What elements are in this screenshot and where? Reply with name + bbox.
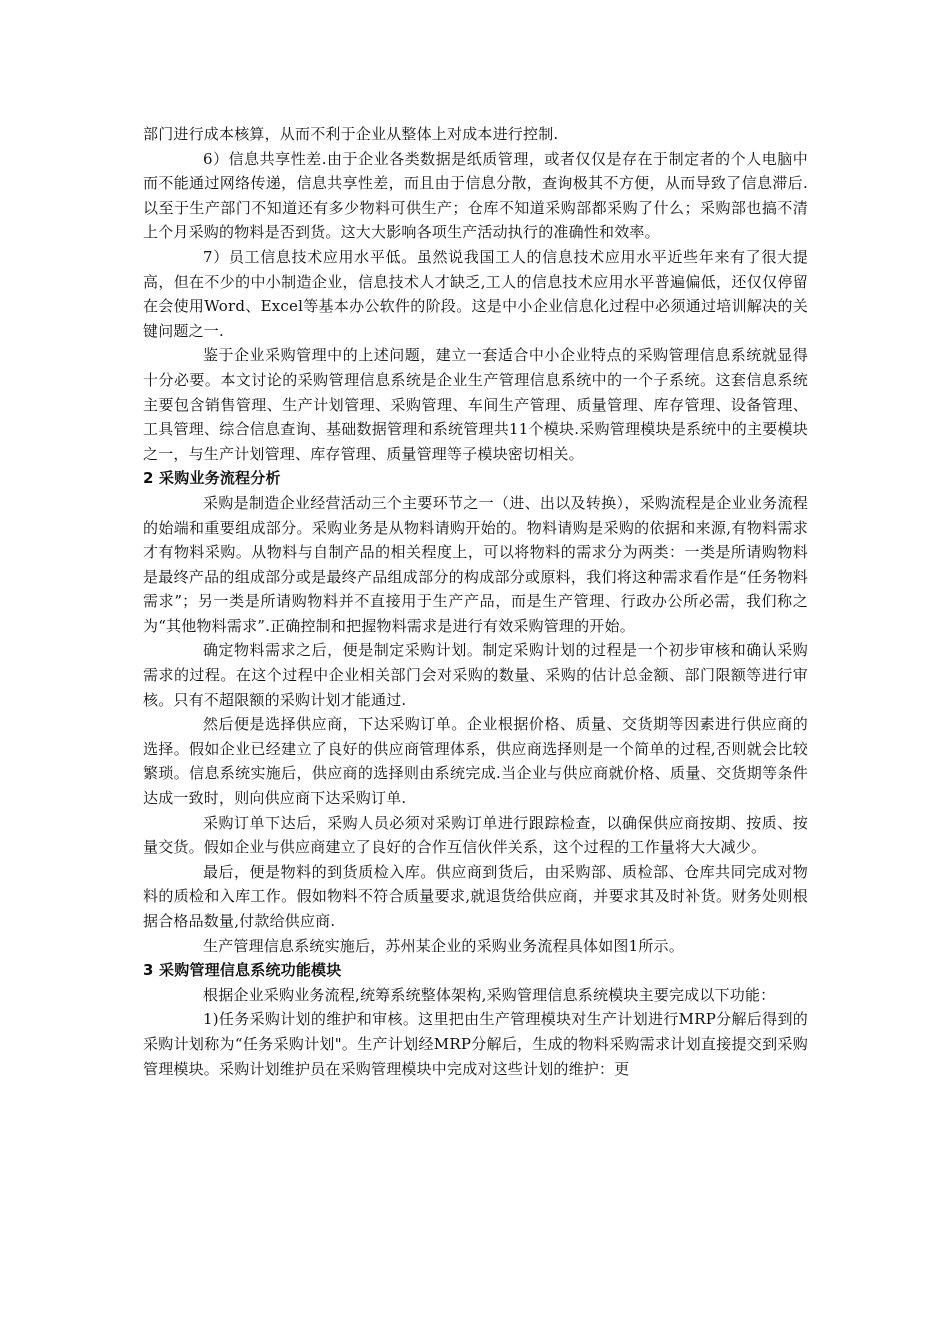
paragraph-system-intro: 鉴于企业采购管理中的上述问题，建立一套适合中小企业特点的采购管理信息系统就显得十分必要。本文讨论的采购管理信息系统是企业生产管理信息系统中的一个子系统。这套信息系统主要包含销售管理、生产计划管理、采购管理、车间生产管理、质量管理、库存管理、设备管理、工具管理、综合信息查询、基础数据管理和系统管理共11个模块.采购管理模块是系统中的主要模块之一，与生产计划管理、库存管理、质量管理等子模块密切相关。 [143, 346, 808, 463]
paragraph-info-sharing: 6）信息共享性差.由于企业各类数据是纸质管理，或者仅仅是存在于制定者的个人电脑中而不能通过网络传递，信息共享性差，而且由于信息分散，查询极其不方便，从而导致了信息滞后.以至于生产部门不知道还有多少物料可供生产；仓库不知道采购部都采购了什么；采购部也搞不清上个月采购的物料是否到货。这大大影响各项生产活动执行的准确性和效率。 [143, 149, 808, 242]
paragraph-cost-accounting: 部门进行成本核算，从而不利于企业从整体上对成本进行控制. [143, 125, 559, 143]
section-heading-2: 2 采购业务流程分析 [143, 469, 281, 488]
paragraph-supplier-selection: 然后便是选择供应商，下达采购订单。企业根据价格、质量、交货期等因素进行供应商的选择。假如企业已经建立了良好的供应商管理体系，供应商选择则是一个简单的过程,否则就会比较繁琐。信息系统实施后，供应商的选择则由系统完成.当企业与供应商就价格、质量、交货期等条件达成一致时，则向供应商下达采购订单. [143, 715, 808, 808]
paragraph-it-skills: 7）员工信息技术应用水平低。虽然说我国工人的信息技术应用水平近些年来有了很大提高，但在不少的中小制造企业，信息技术人才缺乏,工人的信息技术应用水平普遍偏低，还仅仅停留在会使用Word、Excel等基本办公软件的阶段。这是中小企业信息化过程中必须通过培训解决的关键问题之一. [143, 247, 808, 340]
section-heading-3: 3 采购管理信息系统功能模块 [143, 961, 342, 980]
paragraph-inspection: 最后，便是物料的到货质检入库。供应商到货后，由采购部、质检部、仓库共同完成对物料的质检和入库工作。假如物料不符合质量要求,就退货给供应商，并要求其及时补货。财务处则根据合格品数量,付款给供应商. [143, 862, 808, 930]
paragraph-figure-ref: 生产管理信息系统实施后，苏州某企业的采购业务流程具体如图1所示。 [203, 936, 684, 955]
paragraph-purchase-plan: 确定物料需求之后，便是制定采购计划。制定采购计划的过程是一个初步审核和确认采购需求的过程。在这个过程中企业相关部门会对采购的数量、采购的估计总金额、部门限额等进行审核。只有不超限额的采购计划才能通过. [143, 641, 808, 709]
document-body [143, 122, 808, 1081]
paragraph-module-functions: 根据企业采购业务流程,统筹系统整体架构,采购管理信息系统模块主要完成以下功能： [203, 985, 776, 1004]
paragraph-task-plan: 1)任务采购计划的维护和审核。这里把由生产管理模块对生产计划进行MRP分解后得到的采购计划称为“任务采购计划"。生产计划经MRP分解后，生成的物料采购需求计划直接提交到采购管理模块。采购计划维护员在采购管理模块中完成对这些计划的维护：更 [143, 1010, 808, 1078]
paragraph-procurement-intro: 采购是制造企业经营活动三个主要环节之一（进、出以及转换），采购流程是企业业务流程的始端和重要组成部分。采购业务是从物料请购开始的。物料请购是采购的依据和来源,有物料需求才有物料采购。从物料与自制产品的相关程度上，可以将物料的需求分为两类：一类是所请购物料是最终产品的组成部分或是最终产品组成部分的构成部分或原料，我们将这种需求看作是“任务物料需求”；另一类是所请购物料并不直接用于生产产品，而是生产管理、行政办公所必需，我们称之为“其他物料需求”.正确控制和把握物料需求是进行有效采购管理的开始。 [143, 493, 808, 635]
paragraph-order-tracking: 采购订单下达后，采购人员必须对采购订单进行跟踪检查，以确保供应商按期、按质、按量交货。假如企业与供应商建立了良好的合作互信伙伴关系，这个过程的工作量将大大减少。 [143, 813, 808, 857]
